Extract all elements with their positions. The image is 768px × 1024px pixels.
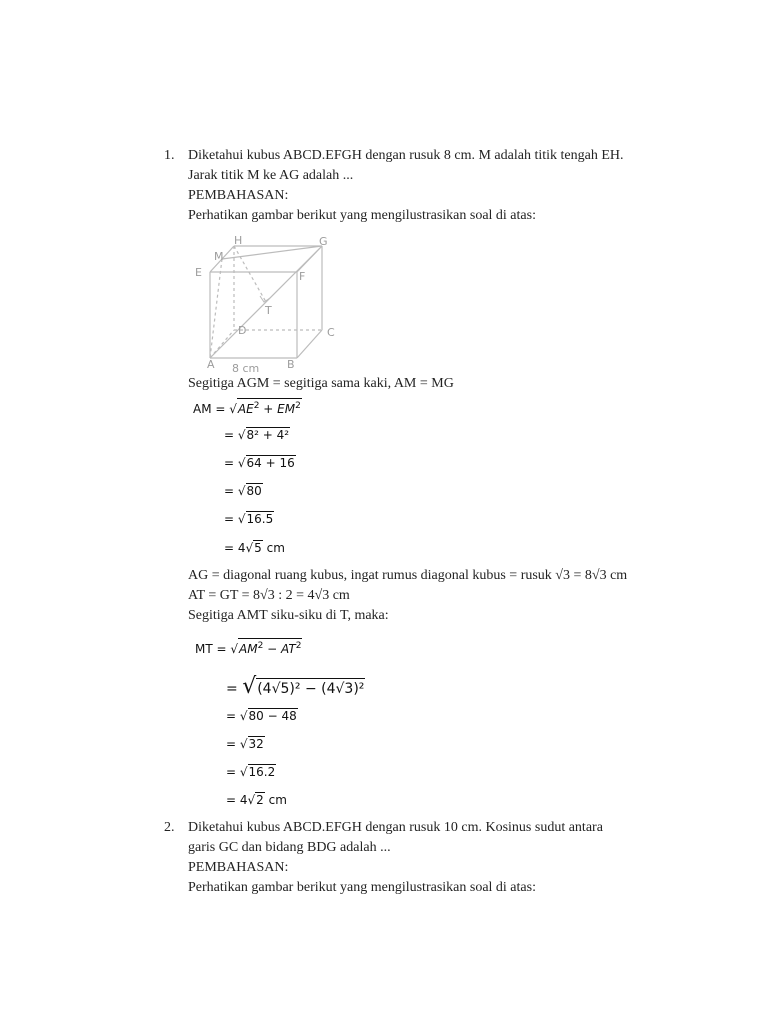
mt-step-3: = √32: [226, 737, 264, 751]
mt-step-4: = √16.2: [226, 765, 276, 779]
am-step-2: = √64 + 16: [224, 456, 295, 470]
q2-number: 2.: [164, 820, 175, 835]
label-c: C: [327, 326, 335, 339]
am-step-2-rad: 64 + 16: [246, 456, 295, 470]
label-m: M: [214, 250, 224, 263]
label-a: A: [207, 358, 215, 371]
label-e: E: [195, 266, 202, 279]
mt-step-2: = √80 − 48: [226, 709, 297, 723]
mt-lhs: MT =: [195, 642, 231, 656]
label-d: D: [238, 324, 247, 337]
am-rad-ae: AE: [237, 402, 254, 416]
q2-perhatikan: Perhatikan gambar berikut yang mengilustrasikan soal di atas:: [188, 880, 536, 895]
q1-amt-line: Segitiga AMT siku-siku di T, maka:: [188, 608, 389, 623]
am-step-3: = √80: [224, 484, 262, 498]
am-lhs: AM =: [193, 402, 230, 416]
q1-at-line: AT = GT = 8√3 : 2 = 4√3 cm: [188, 588, 350, 603]
mt-step-1: = √(4√5)² − (4√3)²: [226, 674, 365, 699]
mt-step-1-rad: (4√5)² − (4√3)²: [256, 678, 365, 699]
am-step-3-rad: 80: [246, 484, 262, 498]
segment-mg: [222, 246, 322, 259]
am-step-4: = √16.5: [224, 512, 274, 526]
label-h: H: [234, 234, 243, 247]
label-b: B: [287, 358, 295, 371]
am-step-4-rad: 16.5: [246, 512, 274, 526]
label-t: T: [265, 304, 272, 317]
edge-bc: [297, 330, 322, 358]
am-rad-em: + EM: [259, 402, 296, 416]
q2-text-line2: garis GC dan bidang BDG adalah ...: [188, 840, 391, 855]
am-result: = 4√5 cm: [224, 541, 285, 555]
label-edge-length: 8 cm: [232, 362, 260, 375]
q1-segitiga-agm: Segitiga AGM = segitiga sama kaki, AM = MG: [188, 376, 454, 391]
q1-text-line2: Jarak titik M ke AG adalah ...: [188, 168, 354, 183]
q1-perhatikan: Perhatikan gambar berikut yang mengilustrasikan soal di atas:: [188, 208, 536, 223]
q2-text-line1: Diketahui kubus ABCD.EFGH dengan rusuk 10 cm. Kosinus sudut antara: [188, 820, 603, 835]
label-g: G: [319, 235, 328, 248]
am-equation: AM = $√AE^2 + EM^2$: [193, 398, 302, 417]
q1-ag-line: AG = diagonal ruang kubus, ingat rumus diagonal kubus = rusuk √3 = 8√3 cm: [188, 568, 628, 583]
diagonal-ag: [210, 246, 322, 358]
cube-figure: [190, 230, 350, 380]
mt-equation: MT = $√AM^2 - AT^2$: [195, 638, 302, 657]
segment-ma: [210, 259, 222, 358]
am-step-1-rad: 8² + 4²: [246, 428, 290, 442]
am-step-1: = √8² + 4²: [224, 428, 290, 442]
q1-pembahasan: PEMBAHASAN:: [188, 188, 289, 203]
q1-text-line1: Diketahui kubus ABCD.EFGH dengan rusuk 8 cm. M adalah titik tengah EH.: [188, 148, 624, 163]
q1-number: 1.: [164, 148, 175, 163]
mt-result: = 4√2 cm: [226, 793, 287, 807]
right-angle-mark: [260, 296, 270, 302]
label-f: F: [299, 270, 306, 283]
q2-pembahasan: PEMBAHASAN:: [188, 860, 289, 875]
